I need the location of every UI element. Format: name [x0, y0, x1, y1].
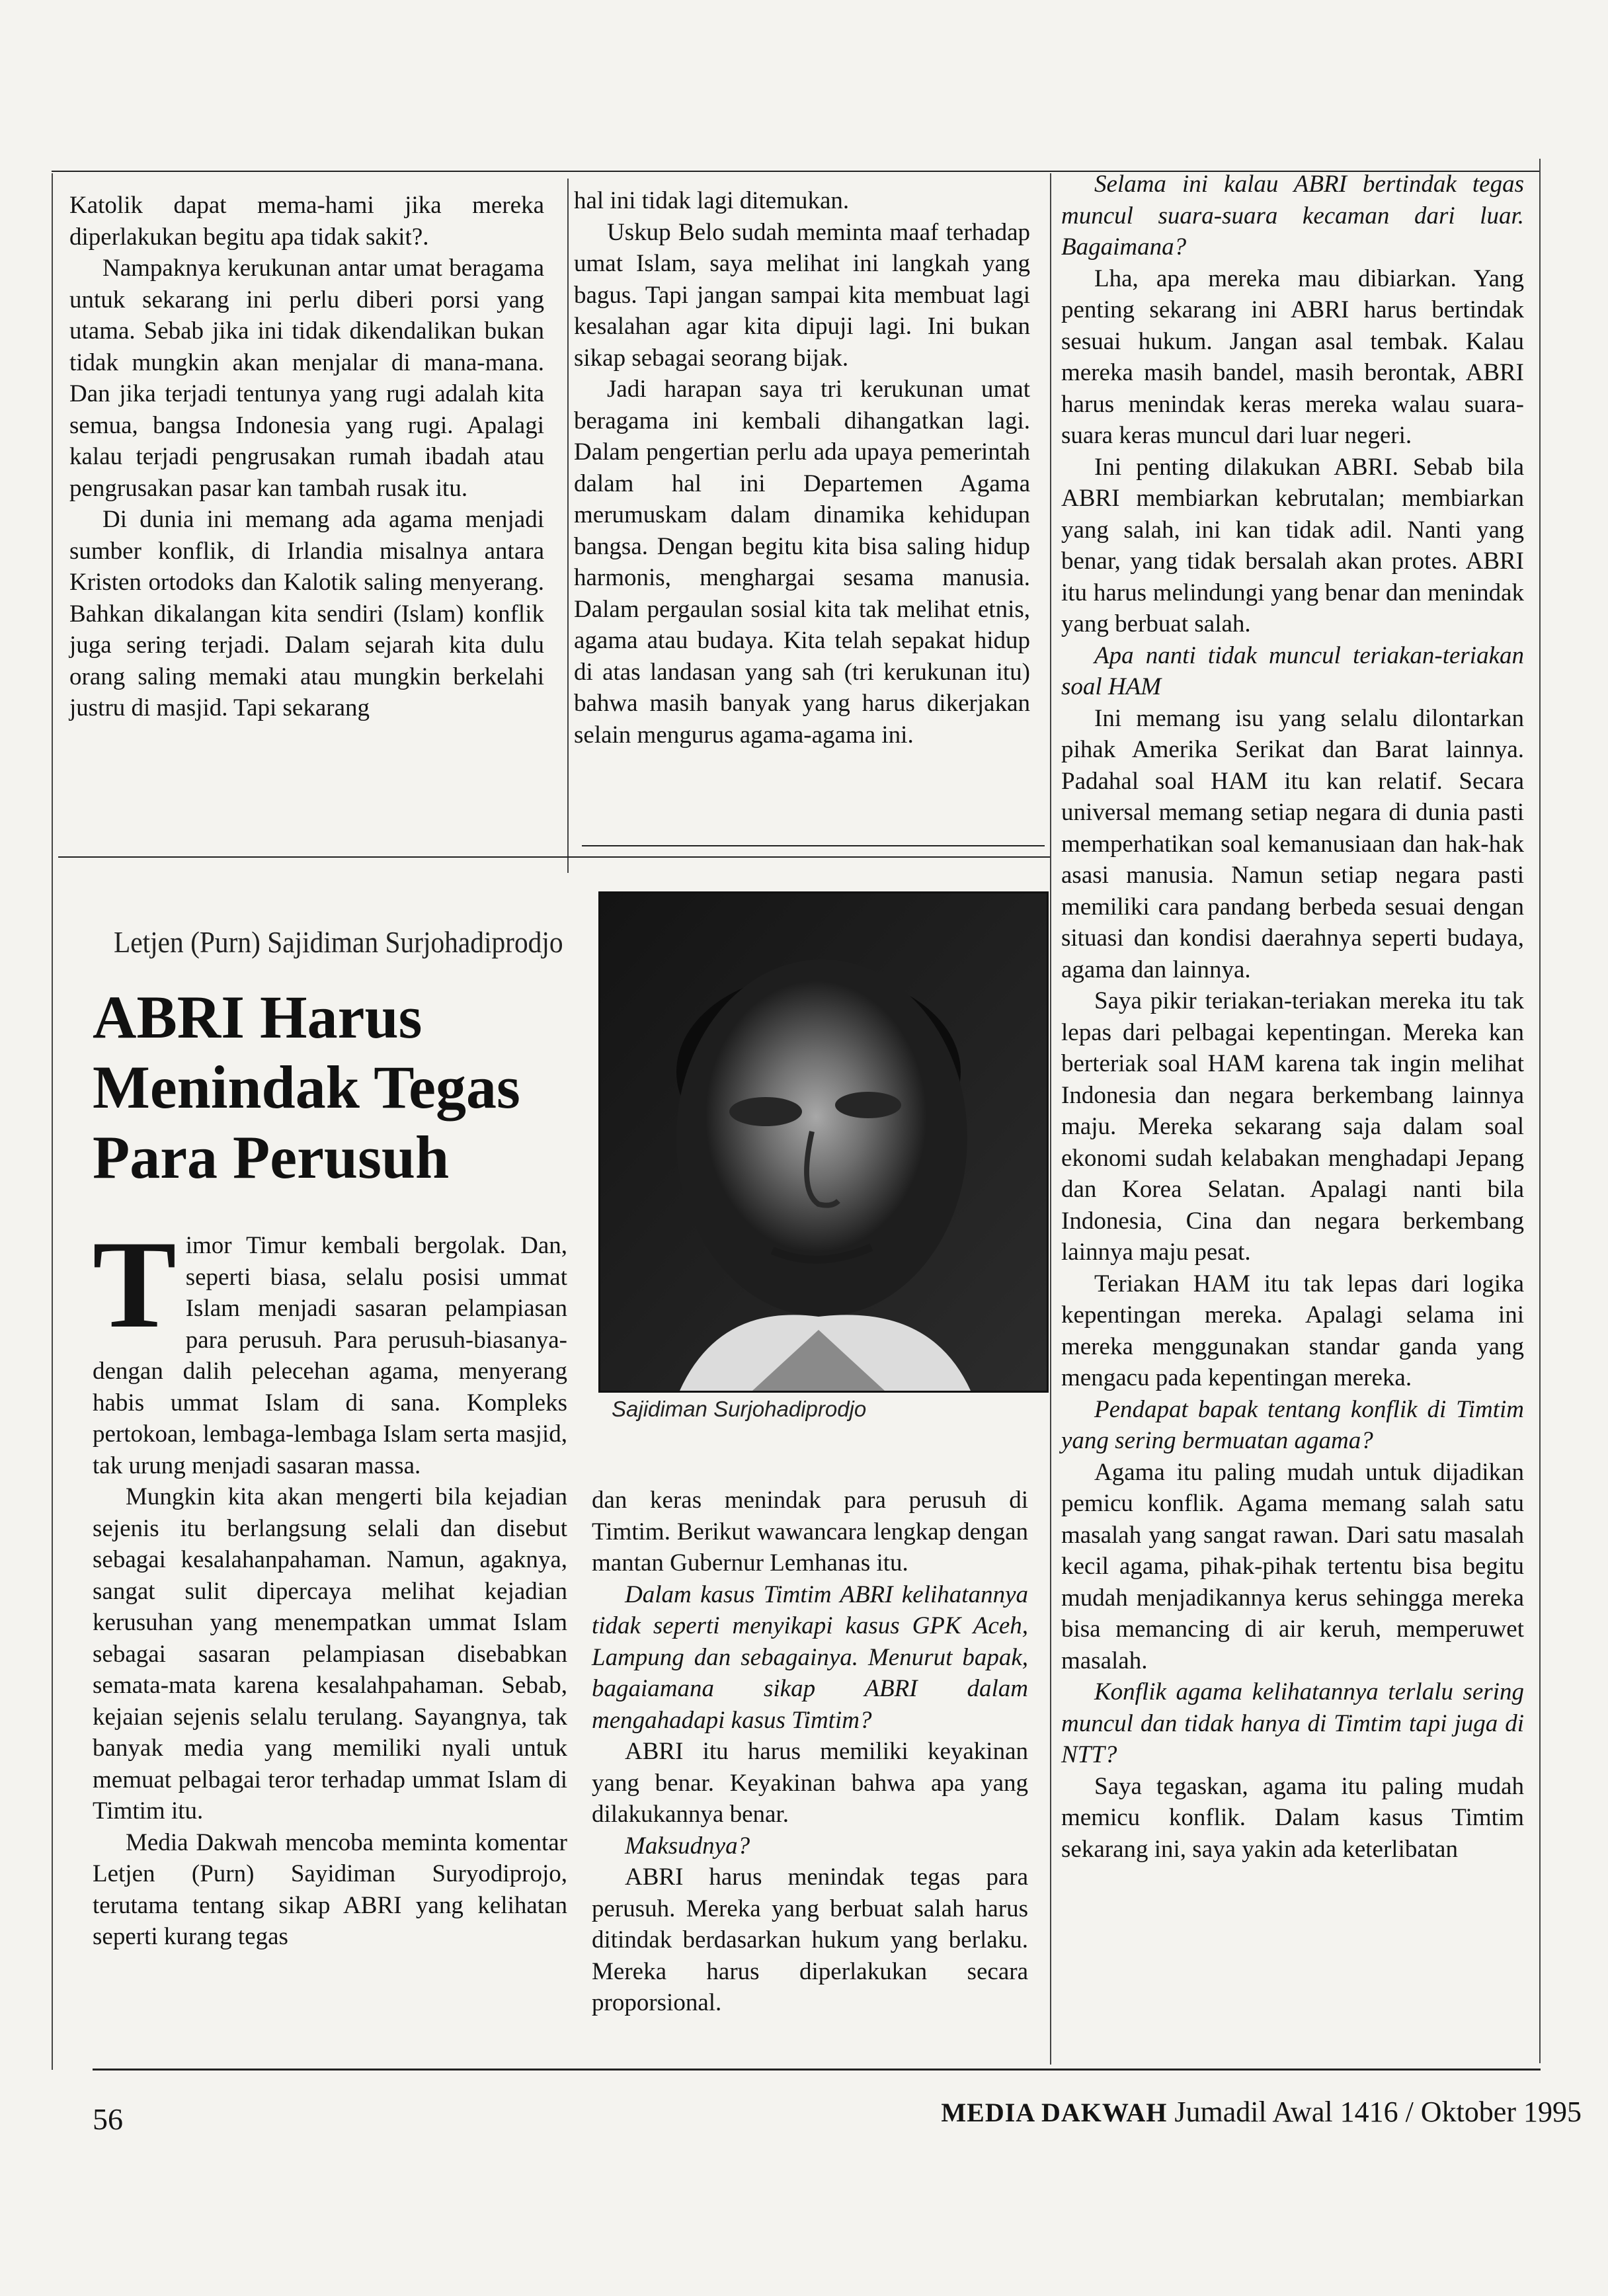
- paragraph: hal ini tidak lagi ditemukan.: [574, 187, 850, 214]
- column-rule-2: [1050, 173, 1051, 2065]
- drop-cap: T: [93, 1215, 177, 1354]
- photo-caption: Sajidiman Surjohadiprodjo: [612, 1397, 867, 1421]
- magazine-name: MEDIA DAKWAH: [941, 2098, 1168, 2127]
- top-column-1: [69, 190, 544, 724]
- mid-rule-left: [58, 856, 1050, 858]
- lead-paragraph: [93, 1215, 567, 1481]
- article-column-3: [1061, 169, 1524, 1865]
- paragraph: ABRI harus menindak tegas para perusuh. Mereka yang berbuat salah harus ditindak berdasarkan hukum yang berlaku. Mereka harus diperlakukan secara proporsional.: [592, 1864, 1028, 2016]
- mid-rule-inner: [582, 845, 1045, 846]
- author-byline: Letjen (Purn) Sajidiman Surjohadiprodjo: [114, 925, 563, 959]
- paragraph: Saya tegaskan, agama itu paling mudah memicu konflik. Dalam kasus Timtim sekarang ini, saya yakin ada keterlibatan: [1061, 1772, 1524, 1863]
- paragraph: Media Dakwah mencoba meminta komentar Letjen (Purn) Sayidiman Suryodiprojo, terutama tentang sikap ABRI yang kelihatan seperti kurang tegas: [93, 1828, 567, 1950]
- publication-footer: [941, 2095, 1582, 2129]
- paragraph: Di dunia ini memang ada agama menjadi sumber konflik, di Irlandia misalnya antara Kristen ortodoks dan Kalotik saling menyerang. Bahkan dikalangan kita sendiri (Islam) konflik juga sering terjadi. Dalam sejarah kita dulu orang saling memaki atau mungkin berkelahi justru di masjid. Tapi sekarang: [69, 506, 544, 721]
- headline: ABRI Harus Menindak Tegas Para Perusuh: [93, 983, 520, 1191]
- paragraph: Ini memang isu yang selalu dilontarkan pihak Amerika Serikat dan Barat lainnya. Padahal soal HAM itu kan relatif. Secara universal memang setiap negara di dunia pasti memperhatikan soal kemanusiaan dan hak-hak asasi manusia. Namun setiap negara pasti memiliki cara pandang berbeda sesuai dengan situasi dan kondisi daerahnya seperti budaya, agama dan lainnya.: [1061, 704, 1524, 983]
- top-column-2: [574, 185, 1030, 751]
- page-number: 56: [93, 2102, 123, 2136]
- author-photo: [598, 891, 1049, 1393]
- article-column-1-body: [93, 1481, 567, 1953]
- interview-question: Selama ini kalau ABRI bertindak tegas muncul suara-suara kecaman dari luar. Bagaimana?: [1061, 171, 1524, 261]
- paragraph: Mungkin kita akan mengerti bila kejadian sejenis itu berlangsung selali dan disebut sebagai kesalahanpahaman. Namun, agaknya, sangat sulit dipercaya melihat kejadian kerusuhan yang menempatkan ummat Islam sebagai sasaran pelampiasan disebabkan semata-mata karena kesalahpahaman. Sebab, kejaian sejenis selalu terulang. Sayangnya, tak banyak media yang memiliki nyali untuk memuat pelbagai teror terhadap ummat Islam di Timtim itu.: [93, 1483, 567, 1824]
- interview-question: Pendapat bapak tentang konflik di Timtim yang sering bermuatan agama?: [1061, 1395, 1524, 1454]
- paragraph: dan keras menindak para perusuh di Timtim. Berikut wawancara lengkap dengan mantan Gubernur Lemhanas itu.: [592, 1487, 1028, 1577]
- interview-question: Dalam kasus Timtim ABRI kelihatannya tidak seperti menyikapi kasus GPK Aceh, Lampung dan sebagainya. Menurut bapak, bagaiamana sikap ABRI dalam mengahadapi kasus Timtim?: [592, 1580, 1028, 1734]
- issue-date: Jumadil Awal 1416 / Oktober 1995: [1174, 2096, 1582, 2128]
- paragraph: Lha, apa mereka mau dibiarkan. Yang penting sekarang ini ABRI harus bertindak sesuai hukum. Jangan asal tembak. Kalau mereka masih bandel, masih berontak, ABRI harus menindak keras mereka walau suara-suara keras muncul dari luar negeri.: [1061, 265, 1524, 449]
- column-rule-1: [567, 179, 569, 873]
- article-column-1: [93, 1215, 567, 1953]
- paragraph: Saya pikir teriakan-teriakan mereka itu tak lepas dari pelbagai kepentingan. Mereka kan berteriak soal HAM karena tak ingin melihat Indonesia dan negara berkembang lainnya maju. Mereka sekarang saja dalam soal ekonomi sudah kelabakan menghadapi Jepang dan Korea Selatan. Apalagi nanti bila Indonesia, Cina dan negara berkembang lainnya maju pesat.: [1061, 987, 1524, 1266]
- paragraph: Katolik dapat mema-hami jika mereka diperlakukan begitu apa tidak sakit?.: [69, 192, 544, 251]
- paragraph: ABRI itu harus memiliki keyakinan yang benar. Keyakinan bahwa apa yang dilakukannya benar.: [592, 1738, 1028, 1828]
- article-column-2: [592, 1485, 1028, 2019]
- bottom-rule: [93, 2069, 1541, 2070]
- interview-question: Konflik agama kelihatannya terlalu sering muncul dan tidak hanya di Timtim tapi juga di NTT?: [1061, 1678, 1524, 1768]
- column-rule-left: [52, 173, 53, 2070]
- paragraph: Uskup Belo sudah meminta maaf terhadap umat Islam, saya melihat ini langkah yang bagus. Tapi jangan sampai kita membuat lagi kesalahan agar kita dipuji lagi. Ini bukan sikap sebagai seorang bijak.: [574, 218, 1030, 372]
- lead-text: imor Timur kembali bergolak. Dan, seperti biasa, selalu posisi ummat Islam menjadi sasaran pelampiasan para perusuh. Para perusuh-biasanya- dengan dalih pelecehan agama, menyerang habis ummat Islam di sana. Kompleks pertokoan, lembaga-lembaga Islam serta masjid, tak urung menjadi sasaran massa.: [93, 1232, 567, 1479]
- paragraph: Teriakan HAM itu tak lepas dari logika kepentingan mereka. Apalagi selama ini mereka menggunakan standar ganda yang mengacu pada kepentingan mereka.: [1061, 1270, 1524, 1391]
- column-rule-right: [1539, 159, 1541, 2063]
- portrait-image: [600, 893, 1047, 1391]
- paragraph: Nampaknya kerukunan antar umat beragama untuk sekarang ini perlu diberi porsi yang utama. Sebab jika ini tidak dikendalikan bukan tidak mungkin akan menjalar di mana-mana. Dan jika terjadi tentunya yang rugi adalah kita semua, bangsa Indonesia yang rugi. Apalagi kalau terjadi pengrusakan rumah ibadah atau pengrusakan pasar kan tambah rusak itu.: [69, 255, 544, 502]
- interview-question: Apa nanti tidak muncul teriakan-teriakan soal HAM: [1061, 641, 1524, 700]
- paragraph: Ini penting dilakukan ABRI. Sebab bila ABRI membiarkan kebrutalan; membiarkan yang salah, ini kan tidak adil. Nanti yang benar, yang tidak bersalah akan protes. ABRI itu harus melindungi yang benar dan menindak yang berbuat salah.: [1061, 453, 1524, 637]
- interview-question: Maksudnya?: [625, 1832, 750, 1860]
- paragraph: Agama itu paling mudah untuk dijadikan pemicu konflik. Agama memang salah satu masalah yang sangat rawan. Dari satu masalah kecil agama, pihak-pihak tertentu bisa begitu mudah menjadikannya kerus sehingga mereka bisa memancing di air keruh, memperuwet masalah.: [1061, 1458, 1524, 1674]
- paragraph: Jadi harapan saya tri kerukunan umat beragama ini kembali dihangatkan lagi. Dalam pengertian perlu ada upaya pemerintah dalam hal ini Departemen Agama merumuskam dalam dinamika kehidupan bangsa. Dengan begitu kita bisa saling hidup harmonis, menghargai sesama manusia. Dalam pergaulan sosial kita tak melihat etnis, agama atau budaya. Kita telah sepakat hidup di atas landasan yang sah (tri kerukunan itu) bahwa masih banyak yang harus dikerjakan selain mengurus agama-agama ini.: [574, 376, 1030, 749]
